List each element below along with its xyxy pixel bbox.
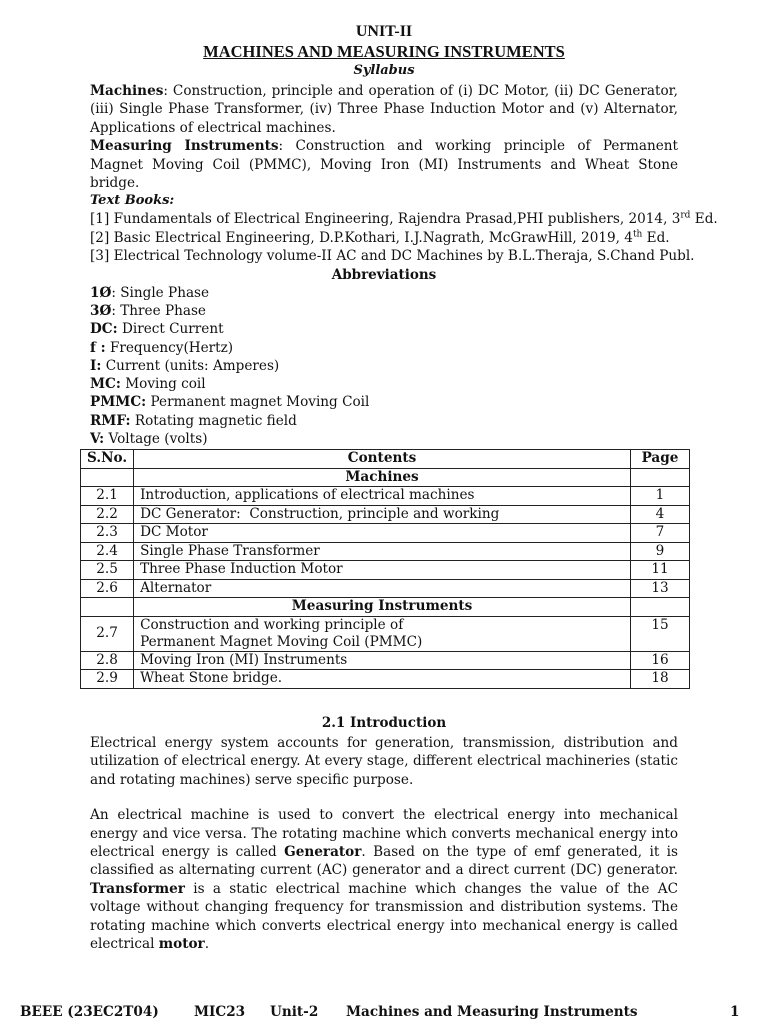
abbreviations-heading: Abbreviations	[331, 266, 437, 283]
unit-title: MACHINES AND MEASURING INSTRUMENTS	[203, 42, 565, 61]
section-machines: Machines	[134, 468, 631, 487]
instruments-text: : Construction and working principle of Permanent Magnet Moving Coil (PMMC), Moving Iron (MI) Instruments and Wheat Stone bridge.	[90, 138, 678, 192]
machines-label: Machines	[90, 83, 164, 99]
abbreviation-item: 1Ø: Single Phase	[90, 284, 210, 301]
table-row: 2.8 Moving Iron (MI) Instruments 16	[81, 651, 690, 670]
textbook-item: [1] Fundamentals of Electrical Engineering, Rajendra Prasad,PHI publishers, 2014, 3rd Ed.	[90, 210, 718, 228]
contents-table	[80, 449, 690, 689]
table-row: 2.7 Construction and working principle of Permanent Magnet Moving Coil (PMMC) 15	[81, 616, 690, 651]
abbreviation-item: MC: Moving coil	[90, 376, 206, 393]
syllabus-machines	[90, 82, 678, 137]
introduction-paragraph-2: An electrical machine is used to convert the electrical energy into mechanical energy and vice versa. The rotating machine which converts mechanical energy into electrical energy is called Generator. Based on the type of emf generated, it is classified as alternating current (AC) generator and a direct current (DC) generator. Transformer is a static electrical machine which changes the value of the AC voltage without changing frequency for transmission and distribution systems. The rotating machine which converts electrical energy into mechanical energy is called electrical motor.	[90, 807, 678, 953]
abbreviation-item: DC: Direct Current	[90, 321, 224, 338]
textbook-item: [2] Basic Electrical Engineering, D.P.Kothari, I.J.Nagrath, McGrawHill, 2019, 4th Ed.	[90, 229, 670, 246]
header-sno: S.No.	[81, 450, 134, 469]
unit-number: UNIT-II	[355, 23, 413, 40]
page-body	[90, 22, 718, 448]
footer-page-number: 1	[730, 1004, 740, 1020]
footer-title: Machines and Measuring Instruments	[346, 1004, 638, 1020]
abbreviation-item: V: Voltage (volts)	[90, 431, 208, 448]
syllabus-instruments	[90, 137, 678, 192]
machines-text: : Construction, principle and operation of (i) DC Motor, (ii) DC Generator, (iii) Single Phase Transformer, (iv) Three Phase Induction Motor and (v) Alternator, Applications of electrical machines.	[90, 83, 678, 136]
abbreviation-item: 3Ø: Three Phase	[90, 302, 206, 319]
table-row: 2.2 DC Generator: Construction, principle and working 4	[81, 505, 690, 524]
instruments-label: Measuring Instruments	[90, 138, 279, 155]
table-row: 2.3 DC Motor 7	[81, 524, 690, 543]
header-contents: Contents	[134, 450, 631, 469]
introduction-heading: 2.1 Introduction	[321, 715, 447, 731]
abbreviation-item: f : Frequency(Hertz)	[90, 339, 234, 356]
table-row: 2.6 Alternator 13	[81, 579, 690, 598]
footer-course: BEEE (23EC2T04)	[20, 1004, 159, 1020]
abbreviation-item: RMF: Rotating magnetic field	[90, 412, 297, 429]
abbreviation-item: I: Current (units: Amperes)	[90, 357, 280, 374]
introduction-section	[90, 714, 678, 953]
table-row: 2.4 Single Phase Transformer 9	[81, 542, 690, 561]
table-row: 2.9 Wheat Stone bridge. 18	[81, 670, 690, 689]
table-section-row	[81, 468, 690, 487]
section-instruments: Measuring Instruments	[134, 598, 631, 617]
table-row: 2.1 Introduction, applications of electrical machines 1	[81, 487, 690, 506]
footer-unit: Unit-2	[270, 1004, 319, 1020]
introduction-paragraph-1: Electrical energy system accounts for generation, transmission, distribution and utilization of electrical energy. At every stage, different electrical machineries (static and rotating machines) serve specific purpose.	[90, 735, 678, 788]
syllabus-heading: Syllabus	[353, 63, 415, 78]
table-section-row	[81, 598, 690, 617]
header-page: Page	[631, 450, 690, 469]
textbook-item: [3] Electrical Technology volume-II AC and DC Machines by B.L.Theraja, S.Chand Publ.	[90, 248, 695, 265]
abbreviation-item: PMMC: Permanent magnet Moving Coil	[90, 394, 370, 411]
footer-code: MIC23	[194, 1004, 246, 1020]
textbooks-label: Text Books:	[90, 193, 175, 209]
table-header-row	[81, 450, 690, 469]
table-row: 2.5 Three Phase Induction Motor 11	[81, 561, 690, 580]
